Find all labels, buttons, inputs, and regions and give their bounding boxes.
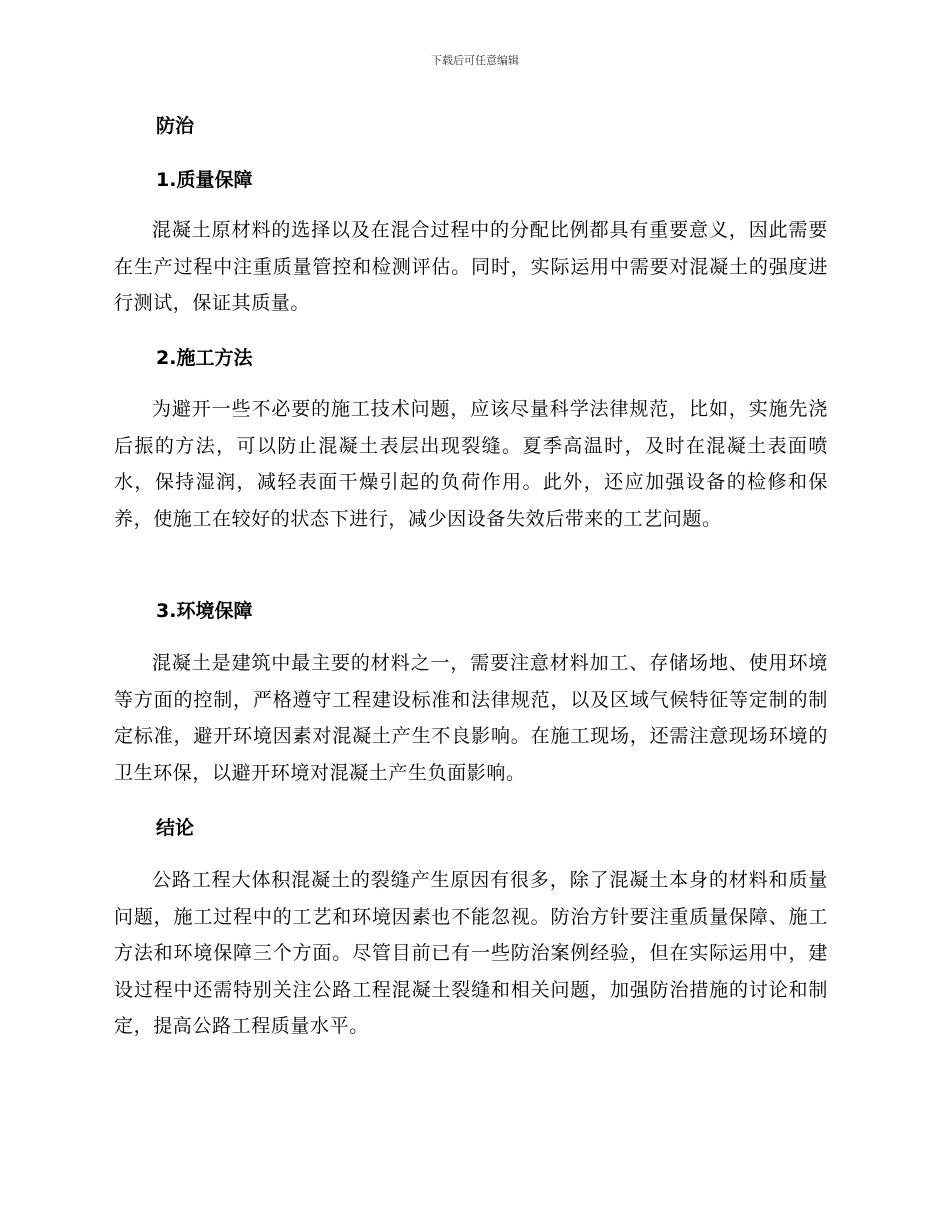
- section-heading-conclusion: 结论: [156, 817, 195, 839]
- paragraph-conclusion: 公路工程大体积混凝土的裂缝产生原因有很多，除了混凝土本身的材料和质量问题，施工过程中的工艺和环境因素也不能忽视。防治方针要注重质量保障、施工方法和环境保障三个方面。尽管目前已有一些防治案例经验，但在实际运用中，建设过程中还需特别关注公路工程混凝土裂缝和相关问题，加强防治措施的讨论和制定，提高公路工程质量水平。: [114, 869, 828, 1037]
- section-heading-environment: 3.环境保障: [156, 600, 253, 622]
- page-header: 下载后可任意编辑: [431, 54, 519, 67]
- paragraph-method: 为避开一些不必要的施工技术问题，应该尽量科学法律规范，比如，实施先浇后振的方法，可以防止混凝土表层出现裂缝。夏季高温时，及时在混凝土表面喷水，保持湿润，减轻表面干燥引起的负荷作用。此外，还应加强设备的检修和保养，使施工在较好的状态下进行，减少因设备失效后带来的工艺问题。: [114, 398, 828, 530]
- section-heading-method: 2.施工方法: [156, 347, 253, 369]
- paragraph-environment: 混凝土是建筑中最主要的材料之一，需要注意材料加工、存储场地、使用环境等方面的控制，严格遵守工程建设标准和法律规范，以及区域气候特征等定制的制定标准，避开环境因素对混凝土产生不良影响。在施工现场，还需注意现场环境的卫生环保，以避开环境对混凝土产生负面影响。: [114, 652, 828, 784]
- section-heading-quality: 1.质量保障: [156, 169, 253, 191]
- section-heading-prevention: 防治: [156, 115, 195, 137]
- paragraph-quality: 混凝土原材料的选择以及在混合过程中的分配比例都具有重要意义，因此需要在生产过程中注重质量管控和检测评估。同时，实际运用中需要对混凝土的强度进行测试，保证其质量。: [114, 219, 828, 314]
